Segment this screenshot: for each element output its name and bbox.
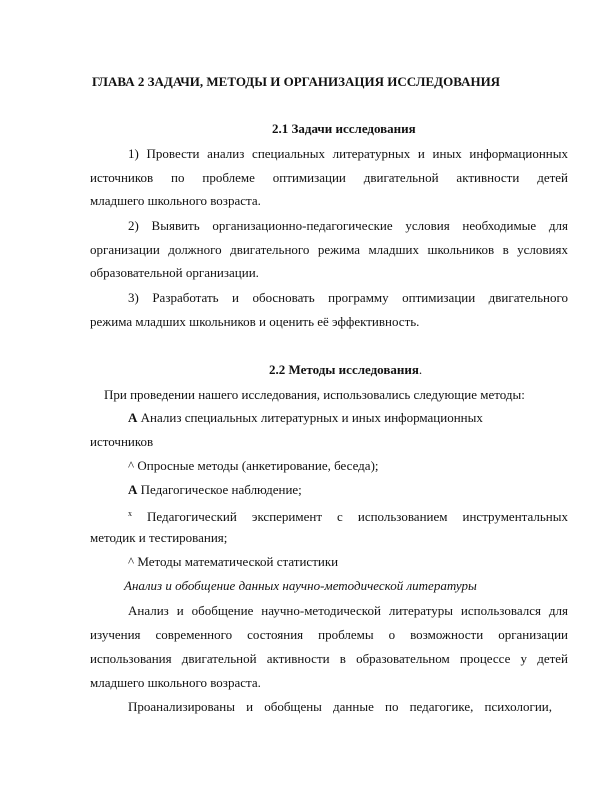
section-heading-methods: 2.2 Методы исследования. [269, 362, 423, 377]
method-4-line-1: $^x$ Педагогический эксперимент с использованием инструментальных [128, 509, 568, 524]
bullet-glyph: ^ [128, 554, 135, 569]
task-1-line-3: младшего школьного возраста. [90, 193, 261, 208]
method-1-line-2: источников [90, 434, 154, 449]
task-2-line-2: организации должного двигательного режима младших школьников в условиях [90, 242, 568, 257]
method-5: ^ Методы математической статистики [128, 554, 339, 569]
bullet-glyph: x [128, 509, 132, 518]
task-2-line-3: образовательной организации. [90, 265, 259, 280]
task-1-line-2: источников по проблеме оптимизации двигательной активности детей [90, 170, 568, 185]
method-2: ^ Опросные методы (анкетирование, беседа); [128, 458, 379, 473]
paragraph-1-line-4: младшего школьного возраста. [90, 675, 261, 690]
bullet-glyph: А [128, 410, 138, 425]
paragraph-2-line-1: Проанализированы и обобщены данные по педагогике, психологии, [128, 699, 552, 714]
paragraph-1-line-1: Анализ и обобщение научно-методической литературы использовался для [128, 603, 568, 618]
task-3-line-2: режима младших школьников и оценить её эффективность. [90, 314, 420, 329]
paragraph-1-line-3: использования двигательной активности в образовательном процессе у детей [90, 651, 568, 666]
bullet-glyph: ^ [128, 458, 135, 473]
task-3-line-1: 3) Разработать и обосновать программу оптимизации двигательного [128, 290, 568, 305]
methods-intro: При проведении нашего исследования, использовались следующие методы: [104, 387, 525, 402]
section-heading-tasks: 2.1 Задачи исследования [272, 121, 416, 136]
subheading-literature-analysis: Анализ и обобщение данных научно-методической литературы [124, 578, 477, 593]
method-3: А Педагогическое наблюдение; [128, 482, 302, 497]
paragraph-1-line-2: изучения современного состояния проблемы о возможности организации [90, 627, 568, 642]
task-2-line-1: 2) Выявить организационно-педагогические условия необходимые для [128, 218, 568, 233]
task-1-line-1: 1) Провести анализ специальных литературных и иных информационных [128, 146, 568, 161]
bullet-glyph: А [128, 482, 138, 497]
chapter-title: ГЛАВА 2 ЗАДАЧИ, МЕТОДЫ И ОРГАНИЗАЦИЯ ИССЛЕДОВАНИЯ [92, 74, 501, 89]
method-4-line-2: методик и тестирования; [90, 530, 228, 545]
method-1-line-1: А Анализ специальных литературных и иных информационных [128, 410, 483, 425]
